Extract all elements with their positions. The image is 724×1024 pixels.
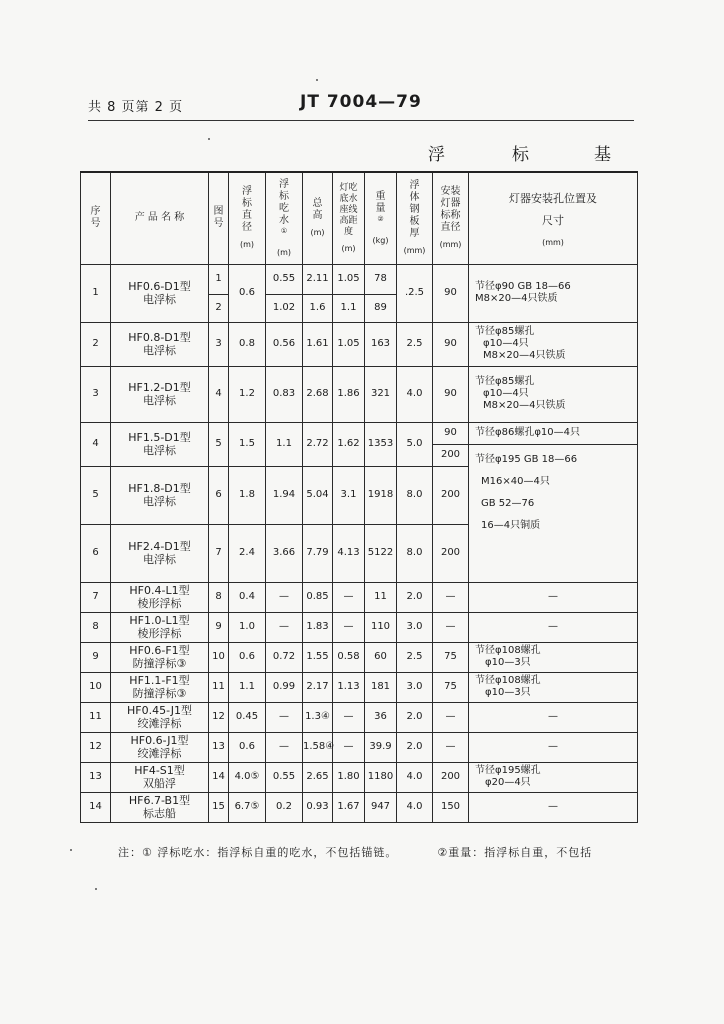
spec-line: φ20—4只 <box>485 777 531 788</box>
diameter-cell: 1.5 <box>229 422 266 466</box>
fig-cell: 6 <box>209 466 229 524</box>
table-row <box>81 264 638 294</box>
name-line-1: HF0.8-D1型 <box>128 330 191 344</box>
diameter-cell: 0.6 <box>229 642 266 672</box>
focal-cell: — <box>333 702 365 732</box>
diameter-cell: 2.4 <box>229 524 266 582</box>
plate-cell: 5.0 <box>397 422 433 466</box>
header-mount: 安装灯器标称直径 (mm) <box>433 172 469 264</box>
plate-cell: 4.0 <box>397 762 433 792</box>
fig-cell: 3 <box>209 322 229 366</box>
draft-cell: 0.55 <box>266 762 303 792</box>
focal-cell: 1.1 <box>333 294 365 322</box>
focal-cell: 1.62 <box>333 422 365 466</box>
weight-cell: 110 <box>365 612 397 642</box>
spec-line: 节径φ108螺孔 <box>475 645 541 656</box>
lamp-spec-cell: 节径φ86螺孔φ10—4只 <box>469 422 638 444</box>
name-cell <box>111 264 209 322</box>
footnote <box>118 844 592 860</box>
diameter-cell: 0.8 <box>229 322 266 366</box>
spec-line: φ10—4只 <box>483 388 529 399</box>
name-line-2: 电浮标 <box>143 394 176 407</box>
name-line-2: 绞滩浮标 <box>137 717 182 730</box>
plate-cell: 2.5 <box>397 642 433 672</box>
table-row <box>81 612 638 642</box>
seq-cell: 6 <box>81 524 111 582</box>
height-cell: 0.85 <box>303 582 333 612</box>
height-cell: 1.58④ <box>303 732 333 762</box>
spec-line: M8×20—4只铁质 <box>475 293 558 304</box>
table-row <box>81 642 638 672</box>
name-line-2: 棱形浮标 <box>137 597 182 610</box>
weight-cell: 1180 <box>365 762 397 792</box>
diameter-cell: 1.1 <box>229 672 266 702</box>
mount-cell: 75 <box>433 642 469 672</box>
spec-line: φ10—3只 <box>485 687 531 698</box>
name-line-1: HF6.7-B1型 <box>128 793 191 807</box>
name-cell <box>111 322 209 366</box>
buoy-spec-table <box>80 171 638 823</box>
plate-cell: 8.0 <box>397 466 433 524</box>
draft-cell: — <box>266 582 303 612</box>
seq-cell: 12 <box>81 732 111 762</box>
name-line-1: HF1.2-D1型 <box>128 380 191 394</box>
name-line-1: HF4-S1型 <box>134 763 185 777</box>
seq-cell: 8 <box>81 612 111 642</box>
footnote-part-1: 注：① 浮标吃水：指浮标自重的吃水，不包括锚链。 <box>118 846 398 859</box>
table-row <box>81 582 638 612</box>
focal-cell: 1.05 <box>333 322 365 366</box>
spec-line: 节径φ195 GB 18—66 <box>475 453 578 465</box>
mount-cell: 200 <box>433 524 469 582</box>
table-header-row <box>81 172 638 264</box>
weight-cell: 321 <box>365 366 397 422</box>
name-cell <box>111 366 209 422</box>
header-diameter: 浮标直径 (m) <box>229 172 266 264</box>
name-line-1: HF1.8-D1型 <box>128 481 191 495</box>
weight-cell: 5122 <box>365 524 397 582</box>
name-cell <box>111 582 209 612</box>
focal-cell: 1.80 <box>333 762 365 792</box>
height-cell: 1.3④ <box>303 702 333 732</box>
table-row <box>81 732 638 762</box>
name-line-2: 电浮标 <box>143 344 176 357</box>
spec-line: 16—4只铜质 <box>481 519 541 531</box>
seq-cell: 3 <box>81 366 111 422</box>
draft-cell: 0.2 <box>266 792 303 822</box>
name-line-1: HF0.6-D1型 <box>128 279 191 293</box>
draft-cell: 0.83 <box>266 366 303 422</box>
fig-cell: 9 <box>209 612 229 642</box>
name-line-2: 防撞浮标③ <box>132 657 187 670</box>
name-line-2: 标志船 <box>143 807 176 820</box>
fig-cell: 12 <box>209 702 229 732</box>
height-cell: 2.11 <box>303 264 333 294</box>
draft-cell: 0.55 <box>266 264 303 294</box>
height-cell: 2.65 <box>303 762 333 792</box>
draft-cell: 1.1 <box>266 422 303 466</box>
diameter-cell: 1.8 <box>229 466 266 524</box>
name-cell <box>111 732 209 762</box>
spec-line: M8×20—4只铁质 <box>483 400 566 411</box>
weight-cell: 1353 <box>365 422 397 466</box>
diameter-cell: 1.0 <box>229 612 266 642</box>
fig-cell: 1 <box>209 264 229 294</box>
lamp-spec-cell <box>469 642 638 672</box>
table-row <box>81 366 638 422</box>
height-cell: 0.93 <box>303 792 333 822</box>
header-weight: 重量 ② (kg) <box>365 172 397 264</box>
mount-cell: 90 <box>433 422 469 444</box>
name-cell <box>111 672 209 702</box>
fig-cell: 4 <box>209 366 229 422</box>
fig-cell: 7 <box>209 524 229 582</box>
lamp-spec-cell <box>469 444 638 582</box>
mount-cell: 200 <box>433 444 469 466</box>
weight-cell: 181 <box>365 672 397 702</box>
focal-cell: 1.86 <box>333 366 365 422</box>
lamp-spec-cell <box>469 264 638 322</box>
name-line-1: HF2.4-D1型 <box>128 539 191 553</box>
header-height: 总高 (m) <box>303 172 333 264</box>
plate-cell: 3.0 <box>397 612 433 642</box>
header-draft: 浮标吃水 ① (m) <box>266 172 303 264</box>
spec-line: 节径φ108螺孔 <box>475 675 541 686</box>
height-cell: 2.68 <box>303 366 333 422</box>
table-title-char-2: 标 <box>512 145 531 165</box>
table-row <box>81 762 638 792</box>
focal-cell: — <box>333 582 365 612</box>
weight-cell: 89 <box>365 294 397 322</box>
name-cell <box>111 466 209 524</box>
mount-cell: 150 <box>433 792 469 822</box>
diameter-cell: 0.4 <box>229 582 266 612</box>
seq-cell: 4 <box>81 422 111 466</box>
lamp-spec-cell: — <box>469 582 638 612</box>
lamp-spec-cell: — <box>469 792 638 822</box>
weight-cell: 1918 <box>365 466 397 524</box>
name-line-1: HF1.5-D1型 <box>128 430 191 444</box>
header-seq: 序号 <box>81 172 111 264</box>
seq-cell: 5 <box>81 466 111 524</box>
name-line-2: 棱形浮标 <box>137 627 182 640</box>
name-cell <box>111 612 209 642</box>
draft-cell: — <box>266 702 303 732</box>
name-line-1: HF1.0-L1型 <box>129 613 190 627</box>
focal-cell: — <box>333 612 365 642</box>
draft-cell: 1.94 <box>266 466 303 524</box>
spec-line: 节径φ90 GB 18—66 <box>475 281 571 292</box>
name-line-1: HF1.1-F1型 <box>129 673 190 687</box>
fig-cell: 15 <box>209 792 229 822</box>
lamp-spec-cell <box>469 366 638 422</box>
draft-cell: — <box>266 612 303 642</box>
page-info: 共 8 页第 2 页 <box>88 100 184 115</box>
mount-cell: 90 <box>433 322 469 366</box>
name-line-2: 电浮标 <box>143 293 176 306</box>
mount-cell: 200 <box>433 466 469 524</box>
name-cell <box>111 524 209 582</box>
fig-cell: 11 <box>209 672 229 702</box>
lamp-spec-cell: — <box>469 732 638 762</box>
table-row <box>81 792 638 822</box>
focal-cell: 4.13 <box>333 524 365 582</box>
scan-speck <box>208 138 210 140</box>
table-row <box>81 422 638 444</box>
weight-cell: 78 <box>365 264 397 294</box>
name-line-1: HF0.4-L1型 <box>129 583 190 597</box>
table-row <box>81 672 638 702</box>
plate-cell: 3.0 <box>397 672 433 702</box>
diameter-cell: 6.7⑤ <box>229 792 266 822</box>
lamp-spec-cell <box>469 762 638 792</box>
draft-cell: 1.02 <box>266 294 303 322</box>
mount-cell: — <box>433 702 469 732</box>
mount-cell: — <box>433 612 469 642</box>
header-plate: 浮体钢板厚 (mm) <box>397 172 433 264</box>
height-cell: 5.04 <box>303 466 333 524</box>
focal-cell: 1.05 <box>333 264 365 294</box>
name-line-1: HF0.45-J1型 <box>127 703 192 717</box>
name-cell <box>111 792 209 822</box>
fig-cell: 13 <box>209 732 229 762</box>
weight-cell: 947 <box>365 792 397 822</box>
name-line-2: 电浮标 <box>143 444 176 457</box>
mount-cell: 200 <box>433 762 469 792</box>
name-line-1: HF0.6-F1型 <box>129 643 190 657</box>
name-line-2: 防撞浮标③ <box>132 687 187 700</box>
focal-cell: 1.67 <box>333 792 365 822</box>
seq-cell: 9 <box>81 642 111 672</box>
fig-cell: 5 <box>209 422 229 466</box>
name-line-1: HF0.6-J1型 <box>130 733 189 747</box>
weight-cell: 11 <box>365 582 397 612</box>
height-cell: 1.55 <box>303 642 333 672</box>
draft-cell: 0.99 <box>266 672 303 702</box>
fig-cell: 8 <box>209 582 229 612</box>
name-cell <box>111 422 209 466</box>
plate-cell: 2.5 <box>397 322 433 366</box>
focal-cell: 1.13 <box>333 672 365 702</box>
weight-cell: 163 <box>365 322 397 366</box>
header-fig: 图号 <box>209 172 229 264</box>
spec-line: φ10—3只 <box>485 657 531 668</box>
draft-cell: — <box>266 732 303 762</box>
focal-cell: 0.58 <box>333 642 365 672</box>
fig-cell: 10 <box>209 642 229 672</box>
height-cell: 7.79 <box>303 524 333 582</box>
seq-cell: 11 <box>81 702 111 732</box>
plate-cell: .2.5 <box>397 264 433 322</box>
mount-cell: — <box>433 732 469 762</box>
plate-cell: 8.0 <box>397 524 433 582</box>
draft-cell: 3.66 <box>266 524 303 582</box>
seq-cell: 7 <box>81 582 111 612</box>
header-lamp: 灯器安装孔位置及尺寸 (mm) <box>469 172 638 264</box>
mount-cell: 90 <box>433 366 469 422</box>
spec-line: φ10—4只 <box>483 338 529 349</box>
seq-cell: 10 <box>81 672 111 702</box>
mount-cell: 75 <box>433 672 469 702</box>
seq-cell: 13 <box>81 762 111 792</box>
table-row <box>81 322 638 366</box>
table-title-char-1: 浮 <box>428 145 447 165</box>
draft-cell: 0.56 <box>266 322 303 366</box>
lamp-spec-cell: — <box>469 612 638 642</box>
weight-cell: 39.9 <box>365 732 397 762</box>
focal-cell: 3.1 <box>333 466 365 524</box>
height-cell: 1.6 <box>303 294 333 322</box>
fig-cell: 2 <box>209 294 229 322</box>
height-cell: 1.83 <box>303 612 333 642</box>
header-rule <box>88 120 634 121</box>
name-line-2: 电浮标 <box>143 553 176 566</box>
table-title-char-3: 基 <box>594 145 613 165</box>
weight-cell: 60 <box>365 642 397 672</box>
diameter-cell: 1.2 <box>229 366 266 422</box>
standard-number: JT 7004—79 <box>300 92 422 112</box>
diameter-cell: 0.6 <box>229 732 266 762</box>
spec-line: M8×20—4只铁质 <box>483 350 566 361</box>
footnote-part-2: ②重量：指浮标自重，不包括 <box>437 846 593 859</box>
seq-cell: 1 <box>81 264 111 322</box>
name-line-2: 电浮标 <box>143 495 176 508</box>
height-cell: 1.61 <box>303 322 333 366</box>
height-cell: 2.17 <box>303 672 333 702</box>
plate-cell: 4.0 <box>397 366 433 422</box>
name-line-2: 双船浮 <box>143 777 176 790</box>
name-cell <box>111 702 209 732</box>
scan-speck <box>316 79 318 81</box>
header-focal: 灯吃底水座线高距度 (m) <box>333 172 365 264</box>
name-cell <box>111 762 209 792</box>
table-row <box>81 702 638 732</box>
focal-cell: — <box>333 732 365 762</box>
spec-line: 节径φ85螺孔 <box>475 376 535 387</box>
seq-cell: 2 <box>81 322 111 366</box>
spec-line: 节径φ85螺孔 <box>475 326 535 337</box>
lamp-spec-cell <box>469 672 638 702</box>
height-cell: 2.72 <box>303 422 333 466</box>
header-name: 产 品 名 称 <box>111 172 209 264</box>
spec-line: 节径φ195螺孔 <box>475 765 541 776</box>
name-line-2: 绞滩浮标 <box>137 747 182 760</box>
lamp-spec-cell: — <box>469 702 638 732</box>
plate-cell: 2.0 <box>397 732 433 762</box>
mount-cell: 90 <box>433 264 469 322</box>
weight-cell: 36 <box>365 702 397 732</box>
plate-cell: 2.0 <box>397 702 433 732</box>
scan-speck <box>95 888 97 890</box>
diameter-cell: 4.0⑤ <box>229 762 266 792</box>
seq-cell: 14 <box>81 792 111 822</box>
diameter-cell: 0.6 <box>229 264 266 322</box>
mount-cell: — <box>433 582 469 612</box>
fig-cell: 14 <box>209 762 229 792</box>
scan-speck <box>70 849 72 851</box>
diameter-cell: 0.45 <box>229 702 266 732</box>
name-cell <box>111 642 209 672</box>
lamp-spec-cell <box>469 322 638 366</box>
draft-cell: 0.72 <box>266 642 303 672</box>
plate-cell: 4.0 <box>397 792 433 822</box>
plate-cell: 2.0 <box>397 582 433 612</box>
spec-line: M16×40—4只 <box>481 475 550 487</box>
spec-line: GB 52—76 <box>481 497 535 509</box>
